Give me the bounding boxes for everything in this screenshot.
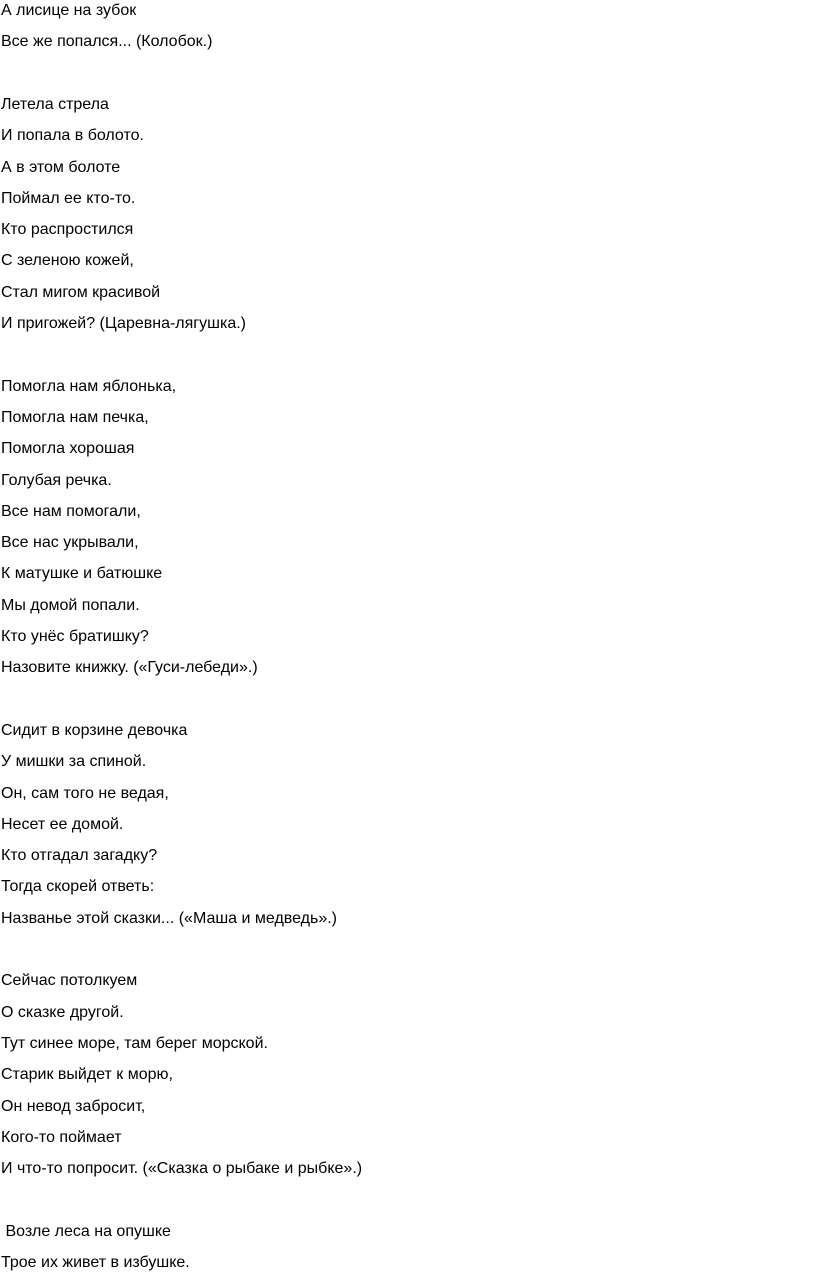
text-line: Летела стрела xyxy=(1,95,109,113)
text-line: Помогла нам печка, xyxy=(1,408,149,426)
text-line: Назовите книжку. («Гуси-лебеди».) xyxy=(1,659,258,677)
text-line: Голубая речка. xyxy=(1,471,112,489)
text-line: С зеленою кожей, xyxy=(1,252,134,270)
text-line: Кто унёс братишку? xyxy=(1,628,149,645)
text-line: Названье этой сказки... («Маша и медведь».) xyxy=(1,909,337,927)
text-line: Мы домой попали. xyxy=(1,596,140,614)
text-line: Трое их живет в избушке. xyxy=(1,1254,190,1271)
text-line: Возле леса на опушке xyxy=(1,1222,171,1240)
text-line: Помогла нам яблонька, xyxy=(1,377,177,395)
text-line: И попала в болото. xyxy=(1,127,144,145)
text-line: Поймал ее кто-то. xyxy=(1,189,136,207)
text-line: Старик выйдет к морю, xyxy=(1,1066,173,1084)
text-line: Помогла хорошая xyxy=(1,440,135,458)
text-line: Сейчас потолкуем xyxy=(1,972,138,990)
text-line: Он, сам того не ведая, xyxy=(1,784,169,802)
text-line: И что-то попросит. («Сказка о рыбаке и рыбке».) xyxy=(1,1160,363,1178)
text-line: А в этом болоте xyxy=(1,158,121,176)
text-line: О сказке другой. xyxy=(1,1003,124,1021)
text-line: Он невод забросит, xyxy=(1,1097,146,1115)
text-line: Все же попался... (Колобок.) xyxy=(1,33,213,51)
text-line: Стал мигом красивой xyxy=(1,283,161,301)
text-line: Кто отгадал загадку? xyxy=(1,847,158,865)
text-line: У мишки за спиной. xyxy=(1,753,147,771)
text-line: Несет ее домой. xyxy=(1,815,124,833)
text-line: А лисице на зубок xyxy=(1,2,137,19)
text-line: Тогда скорей ответь: xyxy=(1,878,155,896)
text-line: Кто распростился xyxy=(1,221,134,239)
text-line: Сидит в корзине девочка xyxy=(1,721,188,739)
text-line: К матушке и батюшке xyxy=(1,565,163,583)
text-line: Тут синее море, там берег морской. xyxy=(1,1034,268,1052)
text-line: Все нам помогали, xyxy=(1,502,141,520)
text-line: Все нас укрывали, xyxy=(1,534,139,552)
text-line: Кого-то поймает xyxy=(1,1128,122,1146)
text-line: И пригожей? (Царевна-лягушка.) xyxy=(1,315,246,332)
